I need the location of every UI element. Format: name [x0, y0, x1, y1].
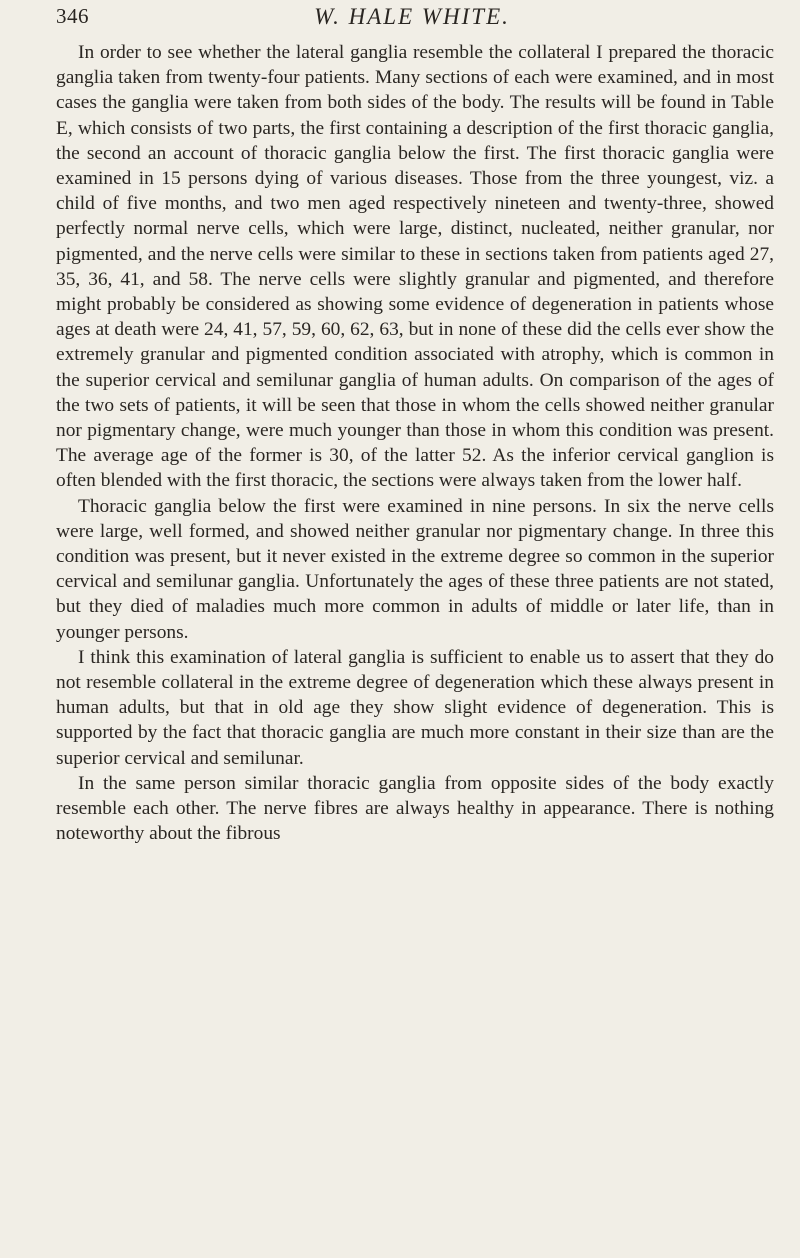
paragraph-2: Thoracic ganglia below the first were examined in nine persons. In six the nerve cells were large, well formed, and showed neither granular nor pigmentary change. In three this condition was present, but it never existed in the extreme degree so common in the superior cervical and semilunar ganglia. Unfortunately the ages of these three patients are not stated, but they died of maladies much more common in adults of middle or later life, than in younger persons. — [56, 495, 774, 643]
paragraph-1: In order to see whether the lateral ganglia resemble the collateral I prepared the thoracic ganglia taken from twenty-four patients. Many sections of each were examined, and in most cases the ganglia were taken from both sides of the body. The results will be found in Table E, which consists of two parts, the first containing a description of the first thoracic ganglia, the second an account of thoracic ganglia below the first. The first thoracic ganglia were examined in 15 persons dying of various diseases. Those from the three youngest, viz. a child of five months, and two men aged respectively nineteen and twenty-three, showed perfectly normal nerve cells, which were large, distinct, nucleated, neither granular, nor pigmented, and the nerve cells were similar to these in sections taken from patients aged 27, 35, 36, 41, and 58. The nerve cells were slightly granular and pigmented, and therefore might probably be considered as showing some evidence of degeneration in patients whose ages at death were 24, 41, 57, 59, 60, 62, 63, but in none of these did the cells ever show the extremely granular and pigmented condition associated with atrophy, which is common in the superior cervical and semilunar ganglia of human adults. On comparison of the ages of the two sets of patients, it will be seen that those in whom the cells showed neither granular nor pigmentary change, were much younger than those in whom this condition was present. The average age of the former is 30, of the latter 52. As the inferior cervical ganglion is often blended with the first thoracic, the sections were always taken from the lower half. — [56, 42, 774, 492]
running-title: W. HALE WHITE. — [314, 4, 510, 29]
paragraph-4: In the same person similar thoracic ganglia from opposite sides of the body exactly resemble each other. The nerve fibres are always healthy in appearance. There is nothing noteworthy about the fibrous — [56, 772, 774, 845]
page-number: 346 — [56, 4, 89, 28]
paragraph-3: I think this examination of lateral ganglia is sufficient to enable us to assert that they do not resemble collateral in the extreme degree of degeneration which these always present in human adults, but that in old age they show slight evidence of degeneration. This is supported by the fact that thoracic ganglia are much more constant in their size than are the superior cervical and semilunar. — [56, 646, 774, 769]
running-head — [56, 4, 768, 34]
body-text — [56, 40, 774, 847]
